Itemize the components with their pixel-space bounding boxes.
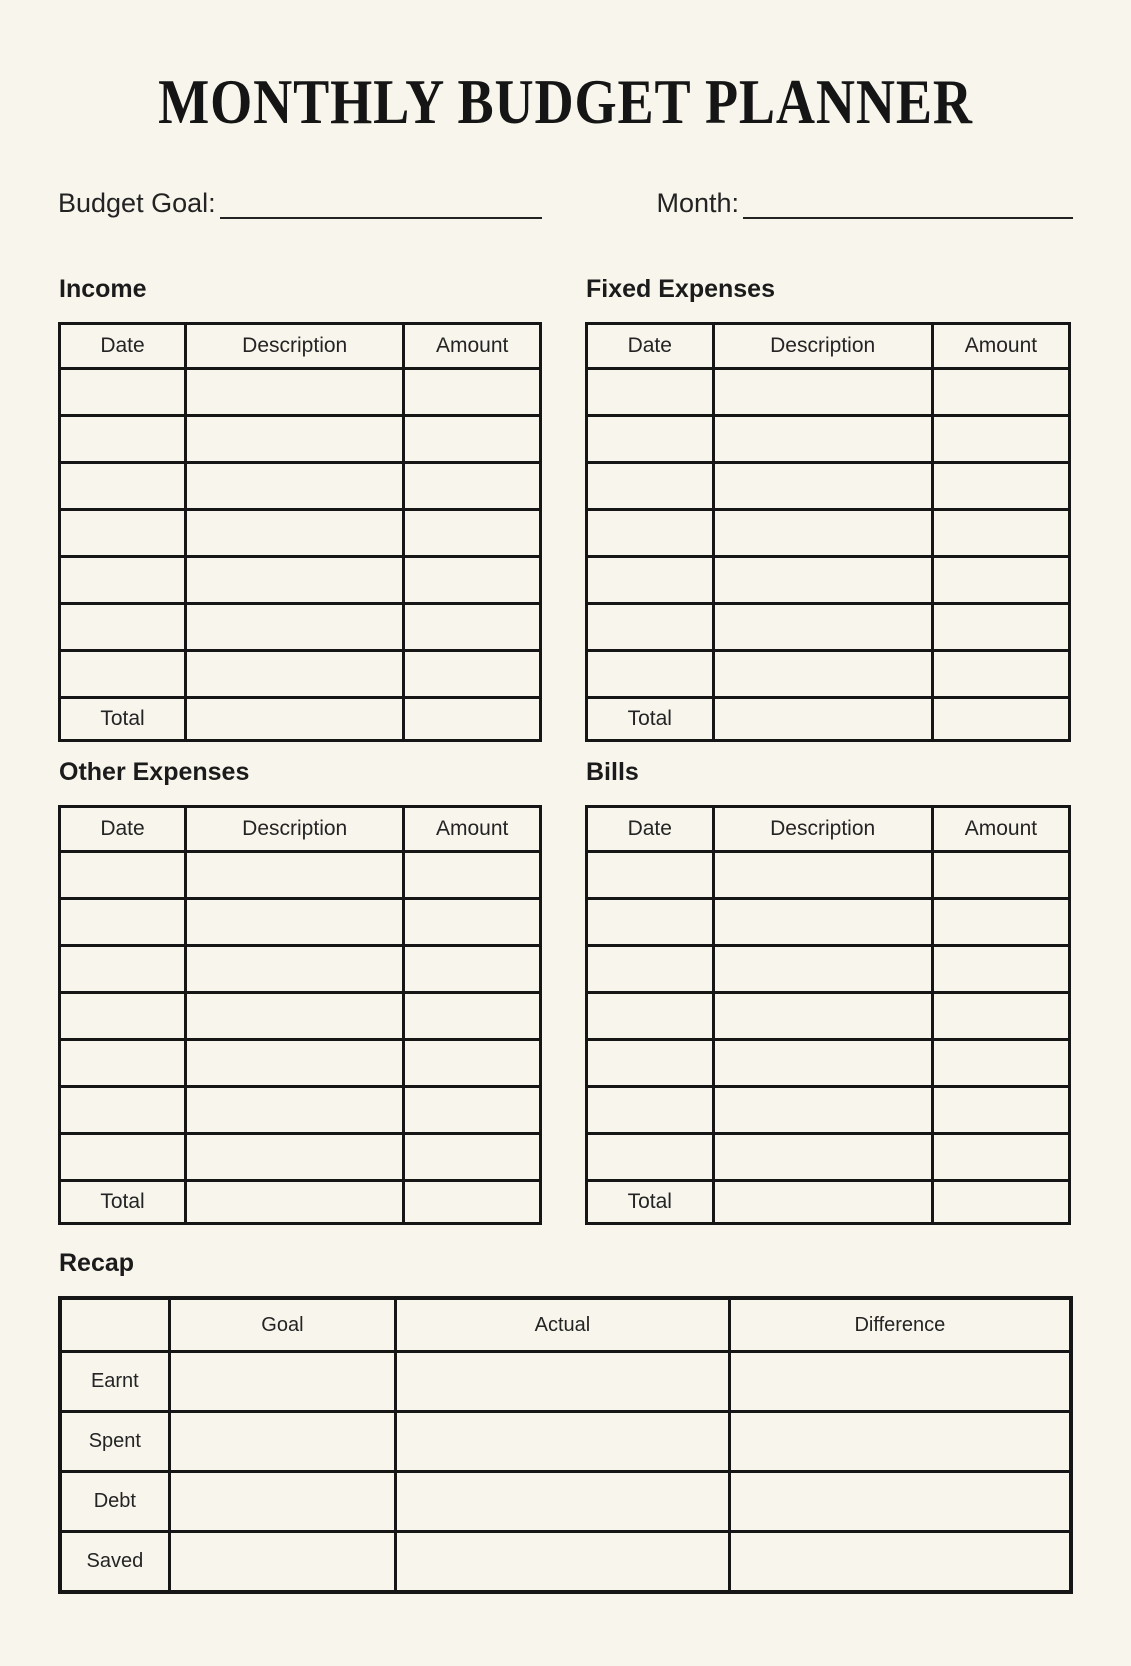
total-label-cell: Total (587, 1181, 714, 1224)
empty-cell-date[interactable] (60, 651, 186, 698)
total-label-cell: Total (60, 698, 186, 741)
empty-cell-amount[interactable] (932, 510, 1069, 557)
recap-title: Recap (59, 1249, 135, 1277)
section-title: Other Expenses (59, 758, 250, 786)
recap-cell-difference[interactable] (729, 1472, 1071, 1532)
recap-cell-actual[interactable] (396, 1532, 730, 1593)
empty-cell-description[interactable] (186, 510, 404, 557)
recap-cell-goal[interactable] (169, 1352, 395, 1412)
empty-cell-date[interactable] (587, 1134, 714, 1181)
recap-header-difference: Difference (729, 1298, 1071, 1352)
empty-cell-description[interactable] (713, 899, 932, 946)
total-value-cell[interactable] (713, 1181, 932, 1224)
empty-cell-date[interactable] (587, 852, 714, 899)
empty-cell-description[interactable] (713, 416, 932, 463)
empty-cell-amount[interactable] (404, 1134, 541, 1181)
recap-cell-goal[interactable] (169, 1532, 395, 1593)
recap-row-label-debt: Debt (60, 1472, 169, 1532)
column-header-date: Date (60, 324, 186, 369)
empty-cell-amount[interactable] (932, 993, 1069, 1040)
empty-cell-description[interactable] (713, 557, 932, 604)
recap-row-label-spent: Spent (60, 1412, 169, 1472)
empty-cell-amount[interactable] (404, 946, 541, 993)
page-title: MONTHLY BUDGET PLANNER (158, 67, 973, 137)
section-title: Fixed Expenses (586, 275, 775, 303)
column-header-description: Description (713, 807, 932, 852)
empty-cell-amount[interactable] (932, 899, 1069, 946)
empty-cell-date[interactable] (587, 651, 714, 698)
empty-cell-date[interactable] (60, 1134, 186, 1181)
empty-cell-description[interactable] (186, 946, 404, 993)
column-header-amount: Amount (404, 807, 541, 852)
empty-cell-amount[interactable] (932, 463, 1069, 510)
empty-cell-amount[interactable] (404, 463, 541, 510)
empty-cell-amount[interactable] (932, 852, 1069, 899)
bills-table (585, 805, 1071, 1225)
empty-cell-date[interactable] (60, 1040, 186, 1087)
top-fields-row (58, 187, 1073, 219)
empty-cell-description[interactable] (713, 463, 932, 510)
recap-cell-difference[interactable] (729, 1352, 1071, 1412)
column-header-date: Date (587, 807, 714, 852)
empty-cell-date[interactable] (587, 1040, 714, 1087)
empty-cell-date[interactable] (587, 993, 714, 1040)
section-title: Bills (586, 758, 639, 786)
recap-cell-actual[interactable] (396, 1352, 730, 1412)
recap-row-label-saved: Saved (60, 1532, 169, 1593)
recap-corner-cell (60, 1298, 169, 1352)
empty-cell-description[interactable] (186, 369, 404, 416)
section-recap (58, 1249, 1073, 1594)
empty-cell-date[interactable] (60, 852, 186, 899)
section-income (58, 275, 542, 742)
empty-cell-description[interactable] (713, 946, 932, 993)
section-title: Income (59, 275, 147, 303)
empty-cell-date[interactable] (587, 604, 714, 651)
empty-cell-description[interactable] (713, 1040, 932, 1087)
empty-cell-amount[interactable] (932, 557, 1069, 604)
total-label-cell: Total (587, 698, 714, 741)
column-header-amount: Amount (932, 807, 1069, 852)
empty-cell-amount[interactable] (932, 651, 1069, 698)
column-header-description: Description (186, 324, 404, 369)
month-label: Month: (656, 187, 739, 218)
empty-cell-amount[interactable] (404, 1087, 541, 1134)
total-value-cell[interactable] (932, 698, 1069, 741)
empty-cell-amount[interactable] (932, 1134, 1069, 1181)
empty-cell-description[interactable] (186, 993, 404, 1040)
empty-cell-amount[interactable] (404, 416, 541, 463)
empty-cell-date[interactable] (587, 899, 714, 946)
section-bills (585, 758, 1071, 1225)
column-header-date: Date (60, 807, 186, 852)
empty-cell-amount[interactable] (404, 852, 541, 899)
empty-cell-amount[interactable] (404, 510, 541, 557)
empty-cell-date[interactable] (60, 899, 186, 946)
empty-cell-amount[interactable] (932, 1087, 1069, 1134)
budget-goal-field (58, 187, 542, 219)
empty-cell-description[interactable] (713, 1134, 932, 1181)
planner-page (0, 66, 1131, 1666)
empty-cell-date[interactable] (587, 510, 714, 557)
empty-cell-date[interactable] (587, 557, 714, 604)
empty-cell-description[interactable] (186, 1087, 404, 1134)
empty-cell-date[interactable] (60, 557, 186, 604)
recap-cell-goal[interactable] (169, 1412, 395, 1472)
fixed-expenses-table (585, 322, 1071, 742)
recap-header-goal: Goal (169, 1298, 395, 1352)
other-expenses-table (58, 805, 542, 1225)
column-header-amount: Amount (404, 324, 541, 369)
empty-cell-date[interactable] (60, 946, 186, 993)
empty-cell-date[interactable] (587, 369, 714, 416)
empty-cell-description[interactable] (186, 557, 404, 604)
column-header-description: Description (713, 324, 932, 369)
total-value-cell[interactable] (186, 1181, 404, 1224)
empty-cell-description[interactable] (713, 510, 932, 557)
empty-cell-amount[interactable] (932, 604, 1069, 651)
empty-cell-date[interactable] (587, 416, 714, 463)
recap-row-label-earnt: Earnt (60, 1352, 169, 1412)
total-value-cell[interactable] (186, 698, 404, 741)
empty-cell-amount[interactable] (932, 416, 1069, 463)
budget-tables-grid (58, 275, 1073, 1225)
month-field (656, 187, 1073, 219)
empty-cell-date[interactable] (60, 604, 186, 651)
empty-cell-description[interactable] (186, 852, 404, 899)
recap-cell-actual[interactable] (396, 1412, 730, 1472)
column-header-amount: Amount (932, 324, 1069, 369)
empty-cell-date[interactable] (587, 463, 714, 510)
empty-cell-date[interactable] (60, 1087, 186, 1134)
recap-cell-actual[interactable] (396, 1472, 730, 1532)
empty-cell-amount[interactable] (404, 557, 541, 604)
recap-table (58, 1296, 1073, 1594)
empty-cell-description[interactable] (186, 1040, 404, 1087)
empty-cell-amount[interactable] (404, 651, 541, 698)
month-input-line[interactable] (743, 187, 1073, 219)
section-fixed-expenses (585, 275, 1071, 742)
empty-cell-date[interactable] (60, 416, 186, 463)
empty-cell-description[interactable] (186, 1134, 404, 1181)
empty-cell-description[interactable] (713, 651, 932, 698)
empty-cell-amount[interactable] (404, 1040, 541, 1087)
income-table (58, 322, 542, 742)
empty-cell-description[interactable] (186, 463, 404, 510)
empty-cell-description[interactable] (186, 416, 404, 463)
empty-cell-description[interactable] (713, 604, 932, 651)
column-header-date: Date (587, 324, 714, 369)
empty-cell-amount[interactable] (932, 1040, 1069, 1087)
empty-cell-description[interactable] (713, 369, 932, 416)
empty-cell-amount[interactable] (932, 369, 1069, 416)
empty-cell-description[interactable] (713, 852, 932, 899)
total-label-cell: Total (60, 1181, 186, 1224)
empty-cell-amount[interactable] (404, 369, 541, 416)
empty-cell-description[interactable] (713, 993, 932, 1040)
empty-cell-description[interactable] (713, 1087, 932, 1134)
empty-cell-date[interactable] (60, 463, 186, 510)
budget-goal-label: Budget Goal: (58, 187, 216, 218)
empty-cell-date[interactable] (587, 946, 714, 993)
section-other-expenses (58, 758, 542, 1225)
recap-cell-difference[interactable] (729, 1532, 1071, 1593)
recap-cell-goal[interactable] (169, 1472, 395, 1532)
empty-cell-date[interactable] (587, 1087, 714, 1134)
empty-cell-amount[interactable] (932, 946, 1069, 993)
empty-cell-date[interactable] (60, 993, 186, 1040)
empty-cell-date[interactable] (60, 510, 186, 557)
empty-cell-amount[interactable] (404, 604, 541, 651)
recap-cell-difference[interactable] (729, 1412, 1071, 1472)
total-value-cell[interactable] (713, 698, 932, 741)
empty-cell-amount[interactable] (404, 899, 541, 946)
empty-cell-description[interactable] (186, 899, 404, 946)
empty-cell-description[interactable] (186, 604, 404, 651)
total-value-cell[interactable] (932, 1181, 1069, 1224)
total-value-cell[interactable] (404, 1181, 541, 1224)
total-value-cell[interactable] (404, 698, 541, 741)
empty-cell-date[interactable] (60, 369, 186, 416)
budget-goal-input-line[interactable] (220, 187, 542, 219)
empty-cell-description[interactable] (186, 651, 404, 698)
recap-header-actual: Actual (396, 1298, 730, 1352)
column-header-description: Description (186, 807, 404, 852)
empty-cell-amount[interactable] (404, 993, 541, 1040)
